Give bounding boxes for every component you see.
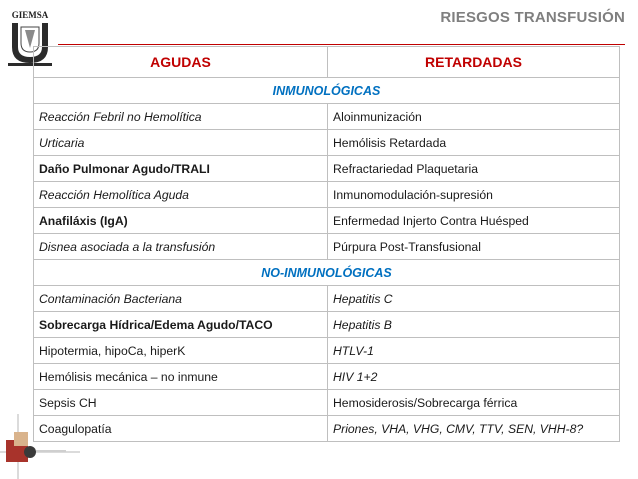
cell-retardadas: Hemólisis Retardada (328, 130, 620, 156)
section-title-inmunologicas: INMUNOLÓGICAS (34, 78, 620, 104)
header-agudas: AGUDAS (34, 47, 328, 78)
table-row (34, 104, 620, 130)
title-divider (58, 44, 625, 45)
cell-retardadas: Hepatitis C (328, 286, 620, 312)
table-row (34, 286, 620, 312)
table-row (34, 130, 620, 156)
section-row (34, 78, 620, 104)
slide-title: RIESGOS TRANSFUSIÓN (440, 9, 625, 26)
cell-agudas: Coagulopatía (34, 416, 328, 442)
cell-agudas: Reacción Hemolítica Aguda (34, 182, 328, 208)
table-row (34, 182, 620, 208)
cell-agudas: Contaminación Bacteriana (34, 286, 328, 312)
table-row (34, 234, 620, 260)
cell-agudas: Hipotermia, hipoCa, hiperK (34, 338, 328, 364)
table-row (34, 156, 620, 182)
table-row (34, 208, 620, 234)
header-retardadas: RETARDADAS (328, 47, 620, 78)
section-title-no-inmunologicas: NO-INMUNOLÓGICAS (34, 260, 620, 286)
cell-agudas: Sobrecarga Hídrica/Edema Agudo/TACO (34, 312, 328, 338)
cell-agudas: Hemólisis mecánica – no inmune (34, 364, 328, 390)
cell-agudas: Reacción Febril no Hemolítica (34, 104, 328, 130)
logo-text: GIEMSA (11, 10, 49, 20)
cell-agudas: Sepsis CH (34, 390, 328, 416)
cell-agudas: Anafiláxis (IgA) (34, 208, 328, 234)
cell-agudas: Daño Pulmonar Agudo/TRALI (34, 156, 328, 182)
table-row (34, 338, 620, 364)
cell-retardadas: Refractariedad Plaquetaria (328, 156, 620, 182)
cell-agudas: Urticaria (34, 130, 328, 156)
cell-retardadas: Púrpura Post-Transfusional (328, 234, 620, 260)
cell-retardadas: Hepatitis B (328, 312, 620, 338)
cell-retardadas: Priones, VHA, VHG, CMV, TTV, SEN, VHH-8? (328, 416, 620, 442)
table-row (34, 390, 620, 416)
section-row (34, 260, 620, 286)
cell-agudas: Disnea asociada a la transfusión (34, 234, 328, 260)
corner-decoration-icon (0, 414, 80, 479)
risk-table (33, 46, 620, 442)
cell-retardadas: HIV 1+2 (328, 364, 620, 390)
table-row (34, 312, 620, 338)
cell-retardadas: Enfermedad Injerto Contra Huésped (328, 208, 620, 234)
cell-retardadas: Inmunomodulación-supresión (328, 182, 620, 208)
table-header-row (34, 47, 620, 78)
table-row (34, 416, 620, 442)
cell-retardadas: Aloinmunización (328, 104, 620, 130)
table-row (34, 364, 620, 390)
cell-retardadas: Hemosiderosis/Sobrecarga férrica (328, 390, 620, 416)
cell-retardadas: HTLV-1 (328, 338, 620, 364)
